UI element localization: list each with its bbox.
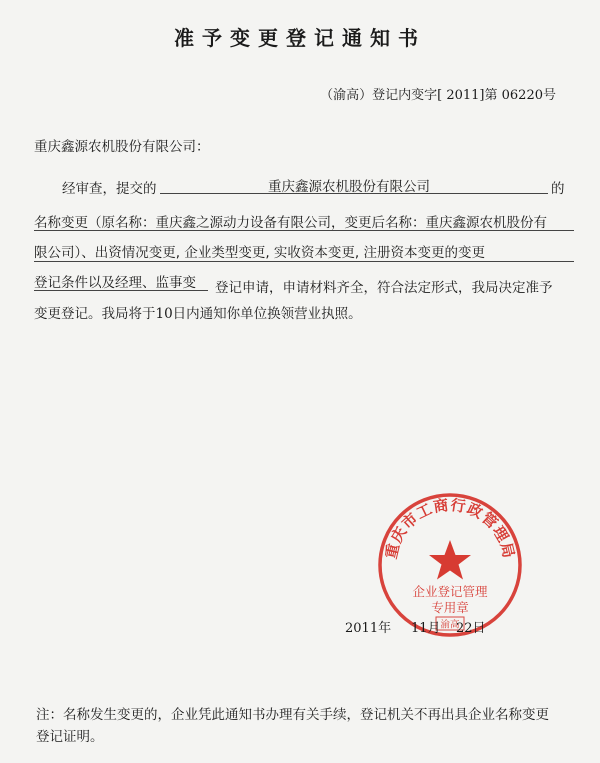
body-line3: 限公司）、出资情况变更, 企业类型变更, 实收资本变更, 注册资本变更的变更 xyxy=(34,245,485,261)
seal-inner-tag: 渝高 xyxy=(440,619,460,631)
date-month: 11月 xyxy=(411,621,441,636)
body-line1-suffix: 的 xyxy=(551,181,565,197)
body-line4-rest: 登记申请，申请材料齐全，符合法定形式，我局决定准予 xyxy=(215,280,553,296)
document-number: （渝高）登记内变字[ 2011]第 06220号 xyxy=(320,88,556,103)
seal-star-icon xyxy=(429,540,471,580)
official-seal-icon xyxy=(375,490,525,640)
body-line1-company: 重庆鑫源农机股份有限公司 xyxy=(268,179,430,195)
body-line2: 名称变更（原名称：重庆鑫之源动力设备有限公司，变更后名称：重庆鑫源农机股份有 xyxy=(34,215,547,231)
body-line4-filled: 登记条件以及经理、监事变 xyxy=(34,275,196,291)
seal-inner-line2: 专用章 xyxy=(431,600,469,615)
document-title: 准予变更登记通知书 xyxy=(174,26,426,50)
addressee: 重庆鑫源农机股份有限公司： xyxy=(34,139,210,155)
date-year: 2011年 xyxy=(345,621,392,636)
line3-underline xyxy=(34,261,574,262)
footnote-line1: 注：名称发生变更的，企业凭此通知书办理有关手续，登记机关不再出具企业名称变更 xyxy=(36,707,549,723)
seal-outer-text: 重庆市工商行政管理局 xyxy=(381,495,519,561)
line4-underline xyxy=(34,290,208,291)
body-line1-prefix: 经审查，提交的 xyxy=(62,181,157,197)
body-line5: 变更登记。我局将于10日内通知你单位换领营业执照。 xyxy=(34,306,362,322)
date-day: 22日 xyxy=(456,621,486,636)
footnote-line2: 登记证明。 xyxy=(36,729,104,745)
seal-inner-line1: 企业登记管理 xyxy=(412,584,488,599)
line2-underline xyxy=(34,230,574,231)
